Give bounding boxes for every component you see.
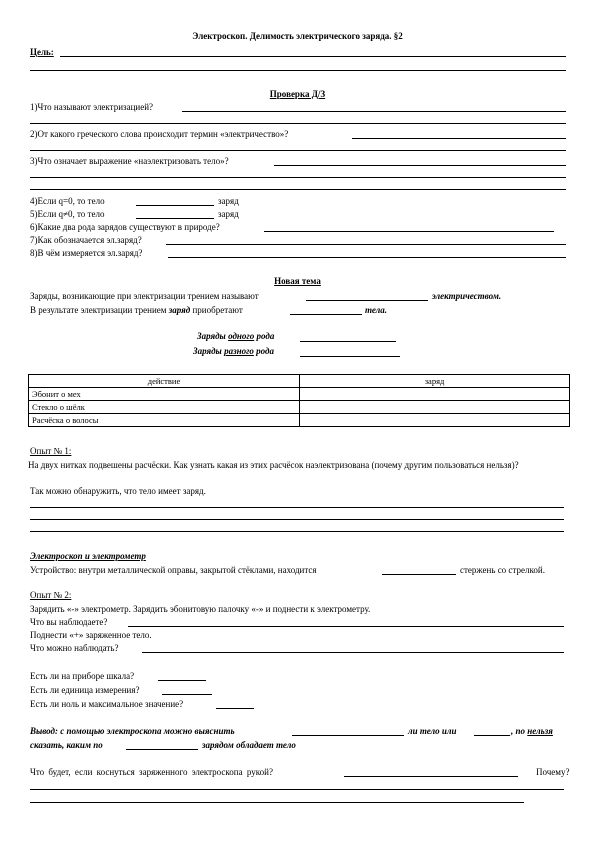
new-topic-line-2-blank[interactable] xyxy=(290,314,362,315)
new-topic-line-2-text: В результате электризации трением xyxy=(30,305,167,315)
diff-kind-blank[interactable] xyxy=(300,356,400,357)
answer-1-line-1[interactable] xyxy=(182,111,566,112)
conclusion-text-b: ли тело или xyxy=(408,726,457,736)
table-row xyxy=(29,414,570,427)
experiment-2-answer-2[interactable] xyxy=(142,652,564,653)
goal-line-1[interactable] xyxy=(60,56,566,57)
diff-kind-c: рода xyxy=(256,346,275,356)
final-line-2[interactable] xyxy=(30,789,564,790)
conclusion-text-f: зарядом обладает тело xyxy=(202,740,296,750)
check-homework-heading: Проверка Д/З xyxy=(269,89,326,99)
question-6: 6)Какие два рода зарядов существуют в природе? xyxy=(30,222,220,232)
question-2: 2)От какого греческого слова происходит термин «электричество»? xyxy=(30,129,289,139)
new-topic-line-2-end: тела. xyxy=(365,305,388,315)
answer-4-line[interactable] xyxy=(136,205,214,206)
goal-label: Цель: xyxy=(30,47,54,57)
experiment-2-line-4: Что можно наблюдать? xyxy=(30,643,119,653)
same-kind-b: одного xyxy=(228,331,255,341)
conclusion-text-e: сказать, каким по xyxy=(30,740,103,750)
answer-2-line-2[interactable] xyxy=(30,150,566,151)
experiment-1-line-1[interactable] xyxy=(30,507,564,508)
page-title: Электроскоп. Делимость электрического заряда. §2 xyxy=(192,31,403,41)
final-blank-1[interactable] xyxy=(344,776,518,777)
conclusion-blank-3[interactable] xyxy=(126,749,198,750)
scale-question-3: Есть ли ноль и максимальное значение? xyxy=(30,699,184,709)
answer-5-line[interactable] xyxy=(136,218,214,219)
scale-question-1: Есть ли на приборе шкала? xyxy=(30,671,135,681)
new-topic-line-1-blank[interactable] xyxy=(306,300,428,301)
question-1: 1)Что называют электризацией? xyxy=(30,102,154,112)
table-cell-action: Стекло о шёлк xyxy=(29,401,300,414)
new-topic-line-1-text: Заряды, возникающие при электризации трением называют xyxy=(30,291,259,301)
table-row xyxy=(29,388,570,401)
table-header-charge: заряд xyxy=(300,375,570,388)
experiment-2-line-1: Зарядить «-» электрометр. Зарядить эбонитовую палочку «-» и поднести к электрометру. xyxy=(30,604,371,614)
conclusion-text-c: , по xyxy=(511,726,526,736)
electroscope-blank[interactable] xyxy=(382,574,456,575)
final-question-a: Что будет, если коснуться заряженного электроскопа рукой? xyxy=(30,767,273,777)
answer-7-line[interactable] xyxy=(166,244,566,245)
answer-8-line[interactable] xyxy=(168,257,566,258)
table-cell-action: Эбонит о мех xyxy=(29,388,300,401)
goal-line-2[interactable] xyxy=(30,70,566,71)
table-header-row xyxy=(29,375,570,388)
table-cell-charge[interactable] xyxy=(300,388,570,401)
electroscope-heading: Электроскоп и электрометр xyxy=(30,551,146,561)
answer-1-line-2[interactable] xyxy=(30,123,566,124)
experiment-1-title: Опыт № 1: xyxy=(30,446,72,456)
question-5-a: 5)Если q≠0, то тело xyxy=(30,209,105,219)
table-cell-action: Расчёска о волосы xyxy=(29,414,300,427)
final-question-b: Почему? xyxy=(536,767,570,777)
same-kind-c: рода xyxy=(256,331,275,341)
question-4-a: 4)Если q=0, то тело xyxy=(30,196,105,206)
diff-kind-b: разного xyxy=(224,346,254,356)
scale-answer-1[interactable] xyxy=(158,680,206,681)
final-line-3[interactable] xyxy=(30,802,524,803)
scale-answer-2[interactable] xyxy=(162,694,212,695)
same-kind-a: Заряды xyxy=(197,331,226,341)
same-kind-blank[interactable] xyxy=(300,341,396,342)
question-5-b: заряд xyxy=(218,209,239,219)
experiment-2-title: Опыт № 2: xyxy=(30,590,72,600)
question-8: 8)В чём измеряется эл.заряд? xyxy=(30,248,143,258)
electroscope-text-a: Устройство: внутри металлической оправы, закрытой стёклами, находится xyxy=(30,565,317,575)
table-row xyxy=(29,401,570,414)
answer-3-line-2[interactable] xyxy=(30,177,566,178)
scale-question-2: Есть ли единица измерения? xyxy=(30,685,140,695)
experiment-1-line-3[interactable] xyxy=(30,531,564,532)
table-cell-charge[interactable] xyxy=(300,414,570,427)
new-topic-line-2-mid: заряд xyxy=(168,305,191,315)
table-header-action: действие xyxy=(29,375,300,388)
new-topic-line-1-end: электричеством. xyxy=(432,291,502,301)
experiment-1-text: На двух нитках подвешены расчёски. Как узнать какая из этих расчёсок наэлектризована (почему другим пользоваться нельзя)? xyxy=(28,460,519,470)
answer-2-line-1[interactable] xyxy=(352,138,566,139)
experiment-1-line-2[interactable] xyxy=(30,519,564,520)
conclusion-text-d: нельзя xyxy=(527,726,553,736)
experiment-2-line-3: Поднести «+» заряженное тело. xyxy=(30,630,152,640)
experiment-2-line-2: Что вы наблюдаете? xyxy=(30,617,108,627)
conclusion-blank-2[interactable] xyxy=(474,735,510,736)
answer-3-line-3[interactable] xyxy=(30,189,566,190)
electroscope-text-b: стержень со стрелкой. xyxy=(460,565,545,575)
new-topic-line-2-mid2: приобретают xyxy=(192,305,243,315)
conclusion-text-a: с помощью электроскопа можно выяснить xyxy=(60,726,235,736)
question-4-b: заряд xyxy=(218,196,239,206)
experiment-1-text-2: Так можно обнаружить, что тело имеет заряд. xyxy=(30,486,206,496)
diff-kind-a: Заряды xyxy=(193,346,222,356)
charge-table xyxy=(28,374,570,427)
question-7: 7)Как обозначается эл.заряд? xyxy=(30,235,142,245)
conclusion-label: Вывод: xyxy=(30,726,58,736)
new-topic-heading: Новая тема xyxy=(274,276,321,286)
conclusion-blank-1[interactable] xyxy=(292,735,404,736)
answer-6-line[interactable] xyxy=(264,231,554,232)
scale-answer-3[interactable] xyxy=(216,708,254,709)
table-cell-charge[interactable] xyxy=(300,401,570,414)
experiment-2-answer-1[interactable] xyxy=(128,626,564,627)
question-3: 3)Что означает выражение «наэлектризовать тело»? xyxy=(30,156,229,166)
answer-3-line-1[interactable] xyxy=(274,165,566,166)
